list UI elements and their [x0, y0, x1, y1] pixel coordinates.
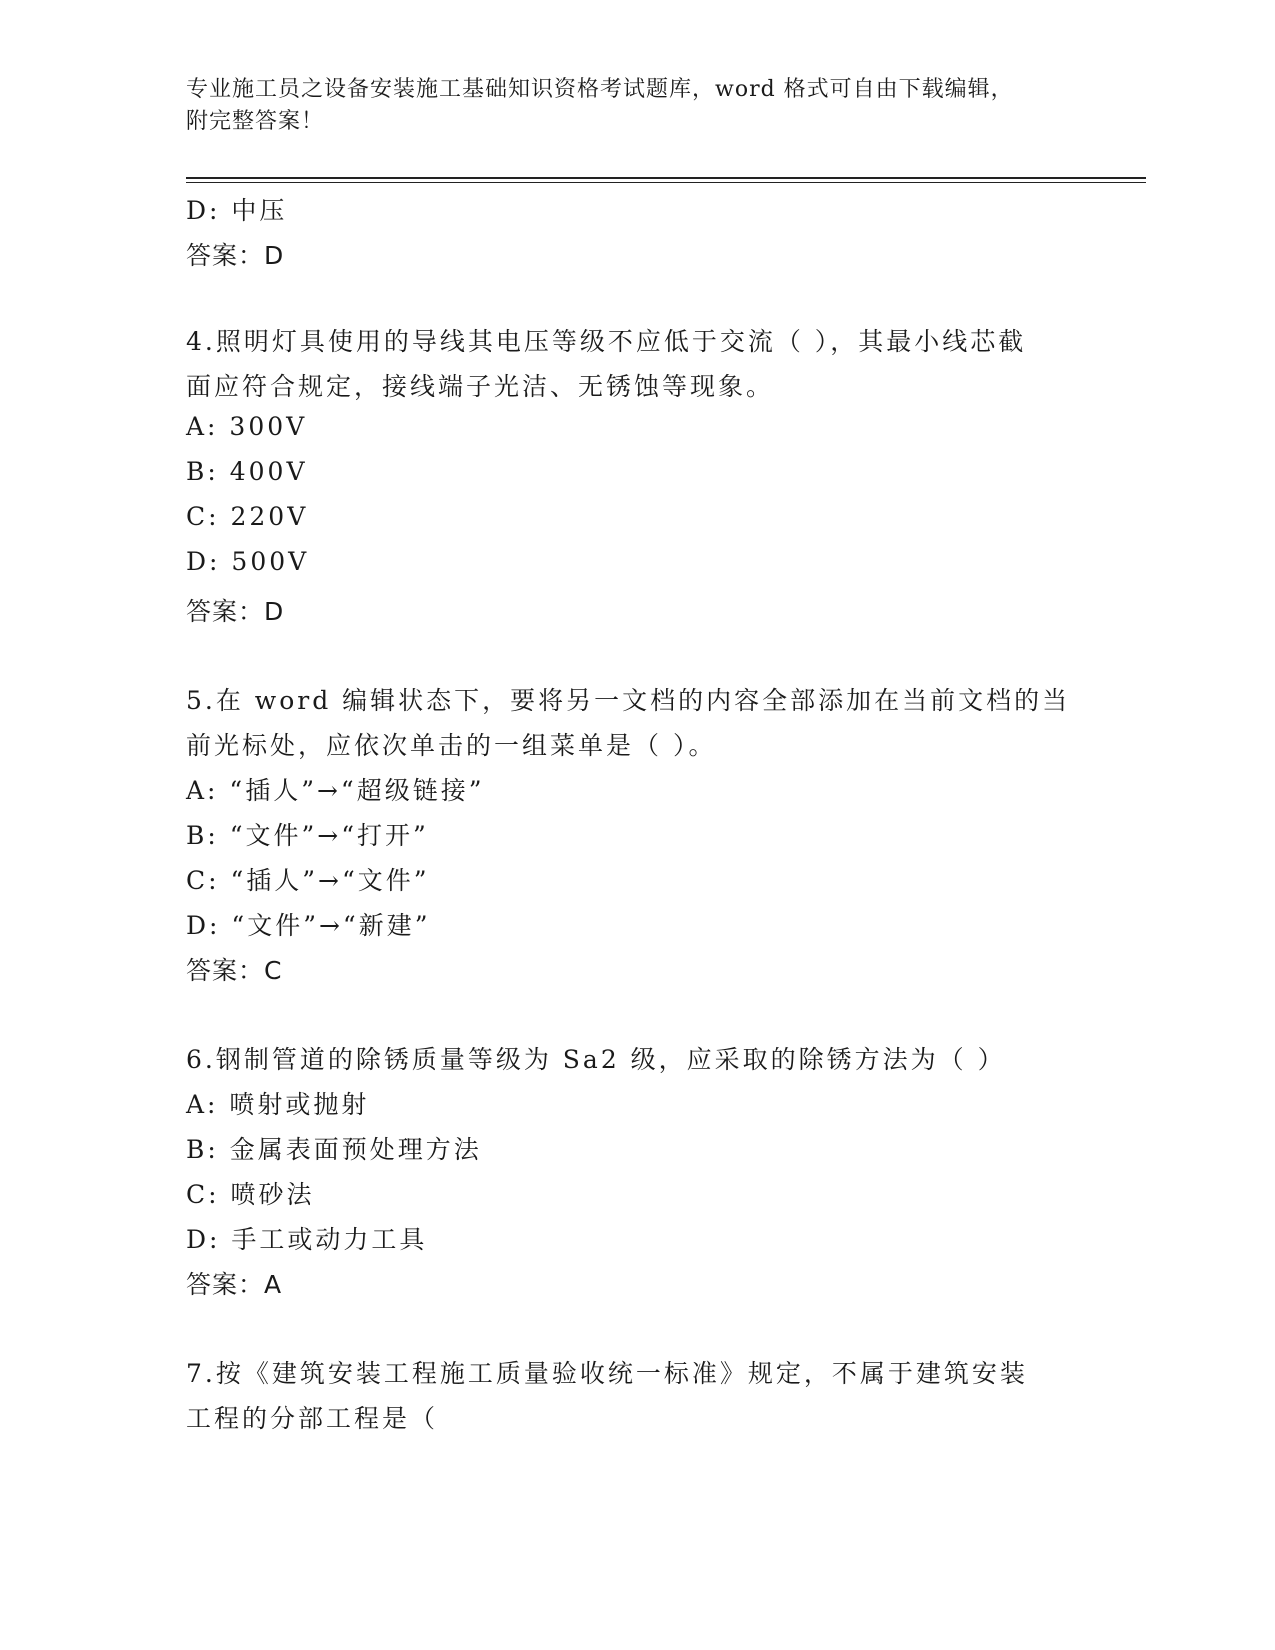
header-line-1: 专业施工员之设备安装施工基础知识资格考试题库，word 格式可自由下载编辑，: [186, 77, 1014, 102]
answer: 答案：D: [186, 241, 285, 270]
answer: 答案：A: [186, 1270, 283, 1299]
option-c: C: 220V: [186, 502, 309, 531]
question-stem-line-2: 工程的分部工程是（: [186, 1404, 439, 1433]
option-b: B: 金属表面预处理方法: [186, 1135, 482, 1164]
header-rule-thin: [186, 182, 1146, 183]
option-d: D: 500V: [186, 547, 310, 576]
question-stem-line-1: 5.在 word 编辑状态下，要将另一文档的内容全部添加在当前文档的当: [186, 686, 1071, 715]
question-stem-line-2: 面应符合规定，接线端子光洁、无锈蚀等现象。: [186, 372, 775, 401]
option-c: C: “插人”→“文件”: [186, 866, 430, 895]
option-a: A: “插人”→“超级链接”: [186, 776, 485, 805]
header-rule-thick: [186, 177, 1146, 179]
document-header: [186, 74, 1066, 138]
option-a: A: 300V: [186, 412, 308, 441]
option-d: D: 手工或动力工具: [186, 1225, 428, 1254]
option-b: B: “文件”→“打开”: [186, 821, 429, 850]
question-stem-line-2: 前光标处，应依次单击的一组菜单是（ ）。: [186, 731, 717, 760]
option-d: D: “文件”→“新建”: [186, 911, 431, 940]
answer: 答案：D: [186, 597, 285, 626]
question-stem-line-1: 7.按《建筑安装工程施工质量验收统一标准》规定，不属于建筑安装: [186, 1359, 1028, 1388]
option-c: C: 喷砂法: [186, 1180, 315, 1209]
option-d: D: 中压: [186, 196, 288, 225]
header-line-2: 附完整答案！: [186, 109, 325, 134]
option-b: B: 400V: [186, 457, 308, 486]
option-a: A: 喷射或抛射: [186, 1090, 370, 1119]
question-stem-line-1: 4.照明灯具使用的导线其电压等级不应低于交流（ ），其最小线芯截: [186, 327, 1027, 356]
question-stem-line-1: 6.钢制管道的除锈质量等级为 Sa2 级，应采取的除锈方法为（ ）: [186, 1045, 1006, 1074]
answer: 答案：C: [186, 956, 283, 985]
